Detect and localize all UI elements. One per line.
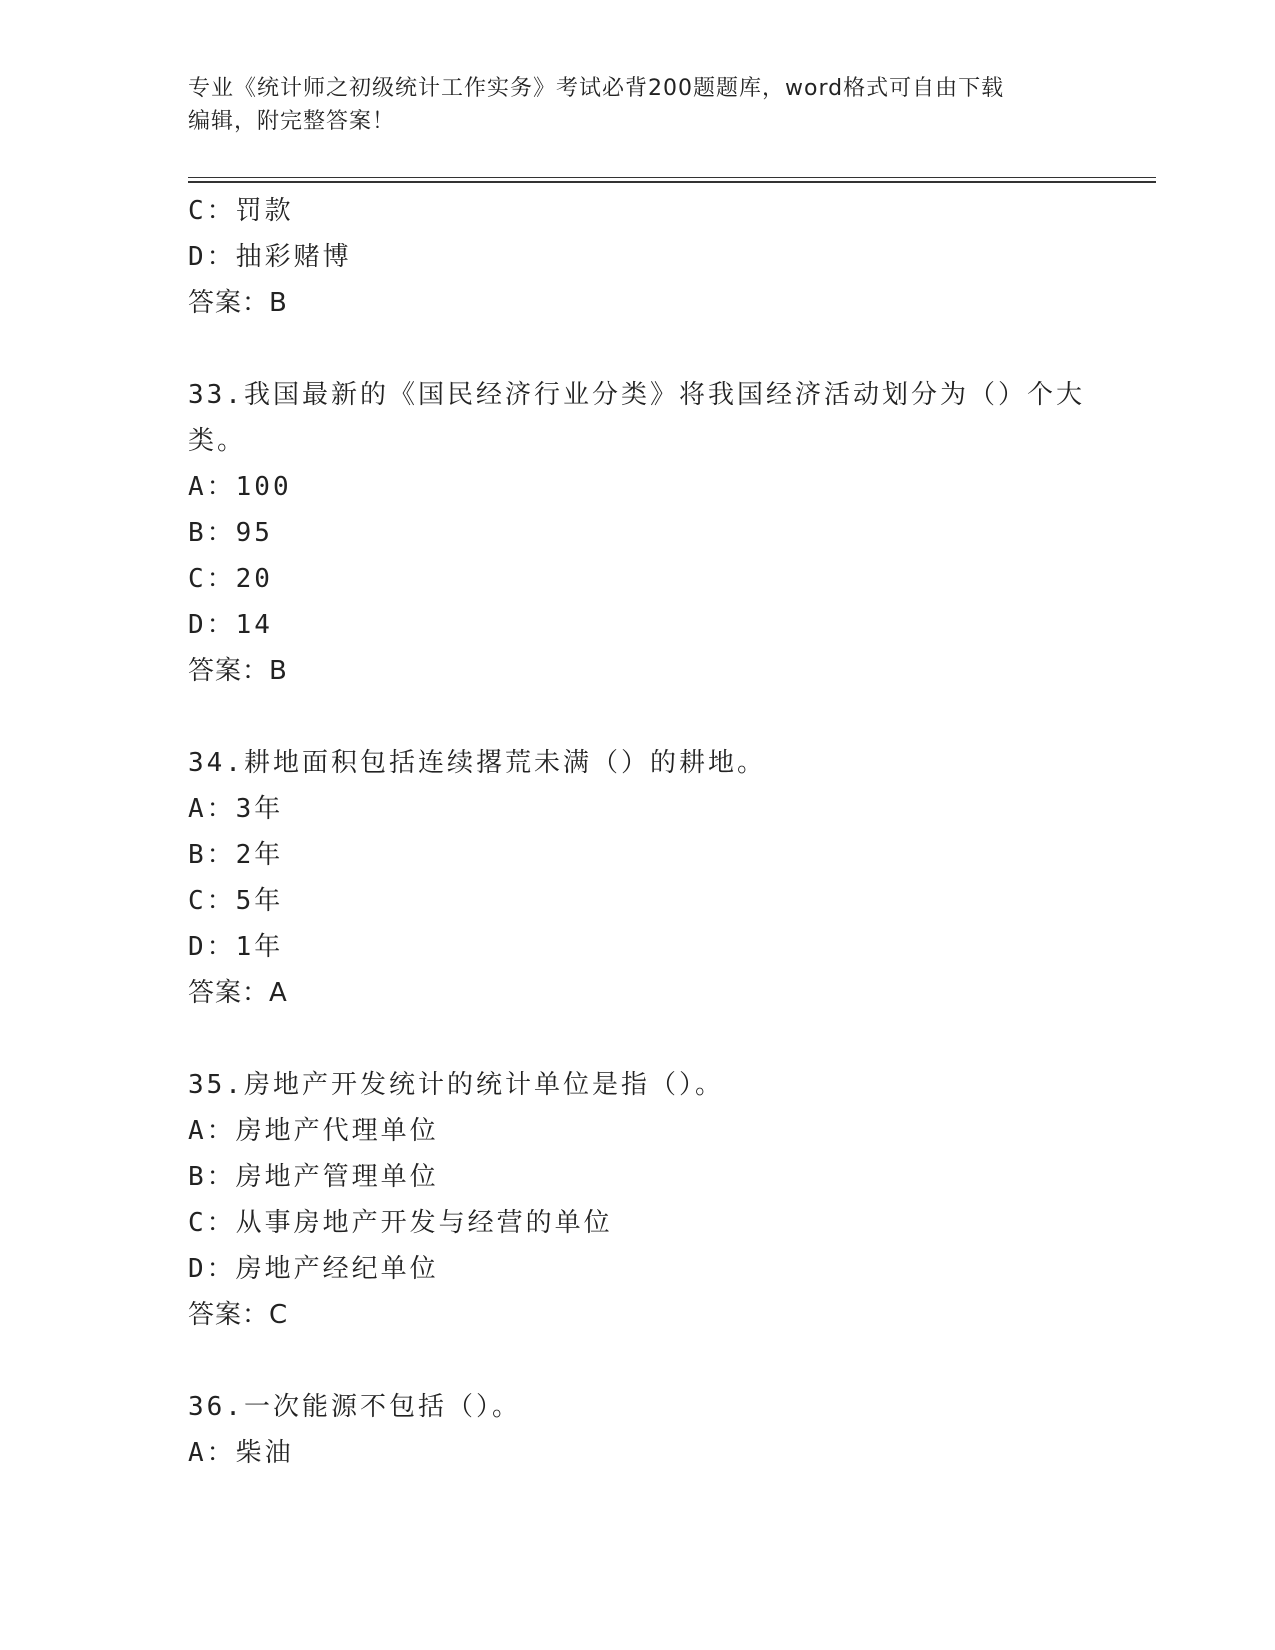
question-35 bbox=[188, 1062, 1088, 1338]
option-c: C：罚款 bbox=[188, 196, 294, 226]
option-a: A：房地产代理单位 bbox=[188, 1116, 439, 1146]
question-stem: 33.我国最新的《国民经济行业分类》将我国经济活动划分为（）个大 bbox=[188, 380, 1085, 410]
question-33 bbox=[188, 372, 1088, 694]
question-stem-continued: 类。 bbox=[188, 426, 247, 456]
question-list bbox=[188, 188, 1088, 1476]
option-a: A：柴油 bbox=[188, 1438, 294, 1468]
option-a: A：100 bbox=[188, 472, 292, 502]
question-stem: 34.耕地面积包括连续撂荒未满（）的耕地。 bbox=[188, 748, 766, 778]
option-d: D：1年 bbox=[188, 932, 284, 962]
option-b: B：95 bbox=[188, 518, 273, 548]
header-title-line-2: 编辑，附完整答案！ bbox=[188, 109, 396, 134]
option-a: A：3年 bbox=[188, 794, 284, 824]
option-c: C：从事房地产开发与经营的单位 bbox=[188, 1208, 613, 1238]
question-stem: 35.房地产开发统计的统计单位是指（）。 bbox=[188, 1070, 724, 1100]
question-stem: 36.一次能源不包括（）。 bbox=[188, 1392, 521, 1422]
option-c: C：20 bbox=[188, 564, 273, 594]
question-34 bbox=[188, 740, 1088, 1016]
option-b: B：2年 bbox=[188, 840, 284, 870]
header-divider-thin bbox=[188, 177, 1156, 178]
document-header bbox=[188, 72, 1068, 138]
header-title-line-1: 专业《统计师之初级统计工作实务》考试必背200题题库，word格式可自由下载 bbox=[188, 76, 1005, 101]
option-d: D：14 bbox=[188, 610, 273, 640]
option-b: B：房地产管理单位 bbox=[188, 1162, 439, 1192]
option-c: C：5年 bbox=[188, 886, 284, 916]
answer-line: 答案：B bbox=[188, 288, 288, 318]
answer-line: 答案：C bbox=[188, 1300, 289, 1330]
previous-question-tail bbox=[188, 188, 1088, 326]
question-36 bbox=[188, 1384, 1088, 1476]
option-d: D：抽彩赌博 bbox=[188, 242, 352, 272]
answer-line: 答案：A bbox=[188, 978, 288, 1008]
header-divider-thick bbox=[188, 181, 1156, 183]
answer-line: 答案：B bbox=[188, 656, 288, 686]
option-d: D：房地产经纪单位 bbox=[188, 1254, 439, 1284]
